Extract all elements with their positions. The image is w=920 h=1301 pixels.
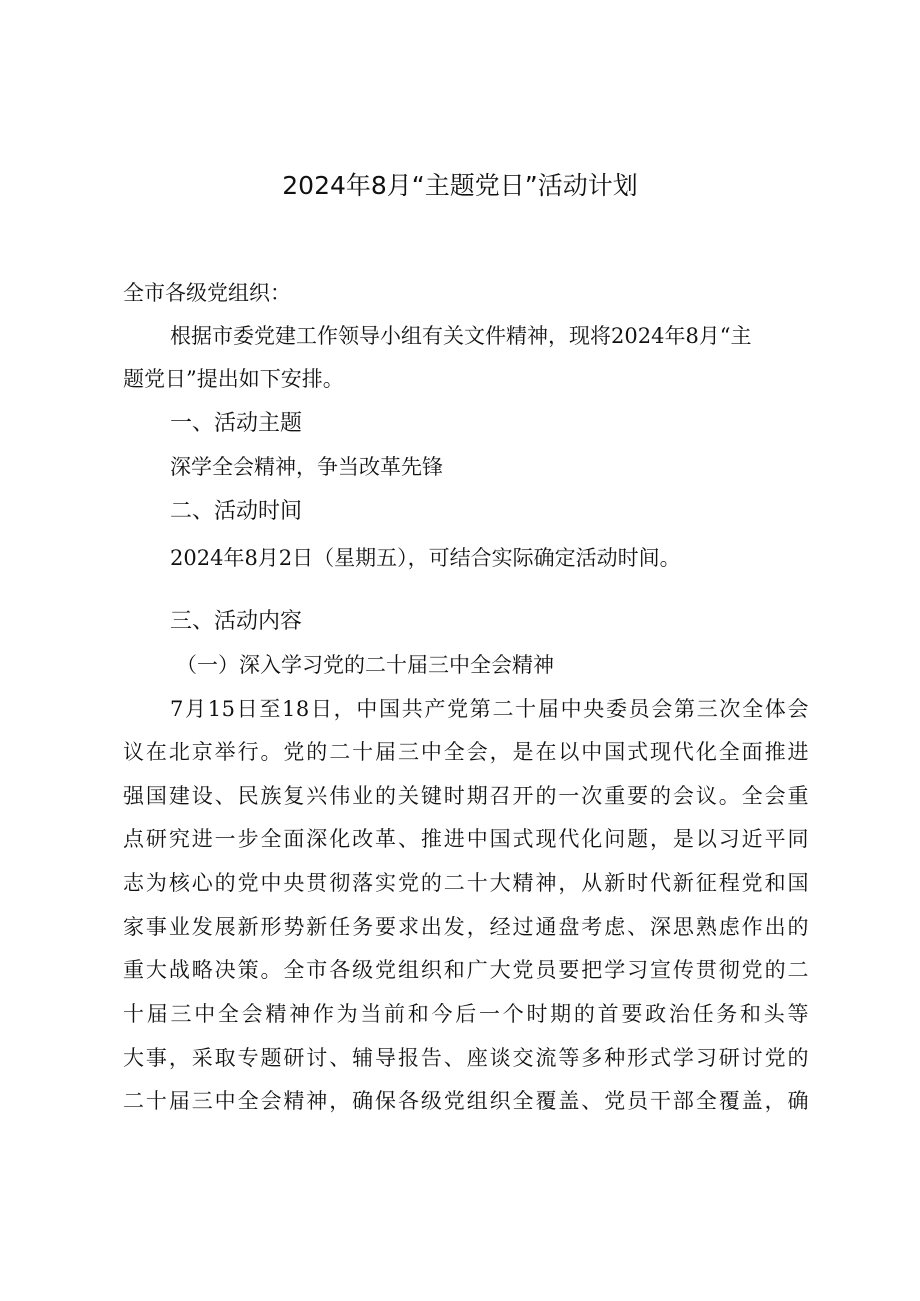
paragraph-line-7: 重大战略决策。全市各级党组织和广大党员要把学习宣传贯彻党的二 [123,958,809,982]
paragraph-line-2: 议在北京举行。党的二十届三中全会，是在以中国式现代化全面推进 [123,740,809,764]
section-text-theme: 深学全会精神，争当改革先锋 [170,455,443,479]
paragraph-line-9: 大事，采取专题研讨、辅导报告、座谈交流等多种形式学习研讨党的 [123,1046,809,1070]
salutation: 全市各级党组织： [123,281,291,305]
subheading-study: （一）深入学习党的二十届三中全会精神 [176,653,554,677]
section-heading-time: 二、活动时间 [170,499,303,524]
paragraph-line-3: 强国建设、民族复兴伟业的关键时期召开的一次重要的会议。全会重 [123,784,809,808]
paragraph-line-6: 家事业发展新形势新任务要求出发，经过通盘考虑、深思熟虑作出的 [123,915,809,939]
paragraph-line-5: 志为核心的党中央贯彻落实党的二十大精神，从新时代新征程党和国 [123,871,809,895]
paragraph-line-1: 7月15日至18日，中国共产党第二十届中央委员会第三次全体会 [170,697,809,721]
document-title: 2024年8月“主题党日”活动计划 [282,171,638,200]
paragraph-line-4: 点研究进一步全面深化改革、推进中国式现代化问题，是以习近平同 [123,827,809,851]
intro-line-1: 根据市委党建工作领导小组有关文件精神，现将2024年8月“主 [170,324,752,348]
section-heading-theme: 一、活动主题 [170,411,303,436]
section-heading-content: 三、活动内容 [170,609,303,634]
paragraph-line-10: 二十届三中全会精神，确保各级党组织全覆盖、党员干部全覆盖，确 [123,1089,809,1113]
section-text-time: 2024年8月2日（星期五），可结合实际确定活动时间。 [170,546,681,570]
intro-line-2: 题党日”提出如下安排。 [123,367,344,391]
paragraph-line-8: 十届三中全会精神作为当前和今后一个时期的首要政治任务和头等 [123,1002,809,1026]
